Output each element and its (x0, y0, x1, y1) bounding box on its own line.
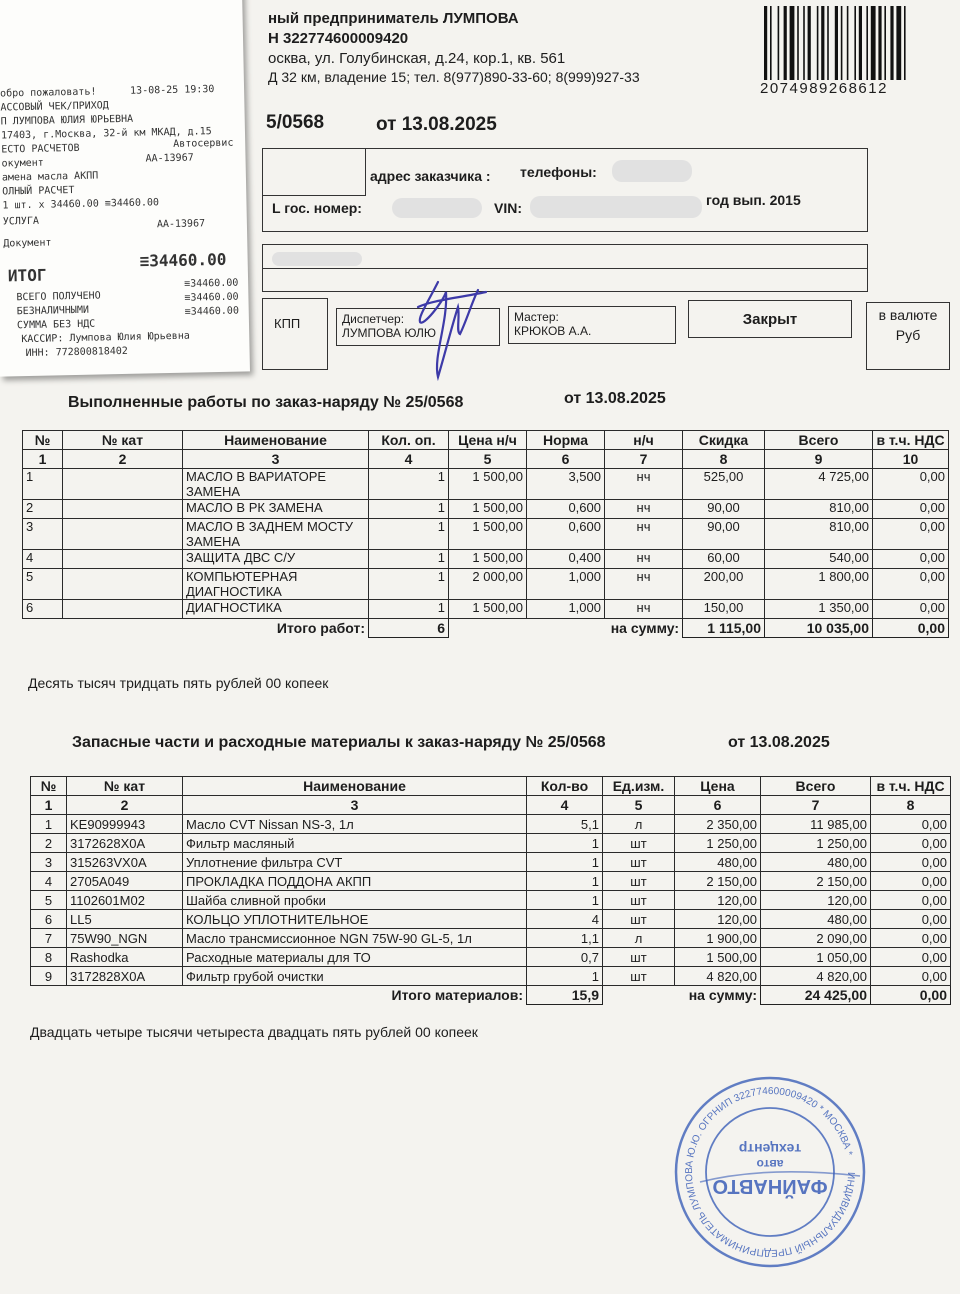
works-cell-kat (63, 569, 183, 600)
works-cell-qty: 1 (369, 500, 449, 519)
works-number-cell: 9 (765, 450, 873, 469)
works-header-cell: н/ч (605, 431, 683, 450)
parts-cell-n: 6 (31, 910, 67, 929)
parts-cell-price: 1 250,00 (675, 834, 761, 853)
works-cell-disc: 60,00 (683, 550, 765, 569)
parts-table (30, 776, 951, 1005)
barcode-bar (827, 6, 829, 80)
barcode-bar (871, 6, 876, 80)
parts-total-label: Итого материалов: (31, 986, 527, 1005)
stamp-sub2: техцентр (738, 1141, 802, 1157)
parts-cell-kat: 315263VX0A (67, 853, 183, 872)
parts-cell-qty: 0,7 (527, 948, 603, 967)
works-cell-name: ЗАЩИТА ДВС С/У (183, 550, 369, 569)
works-number-row (23, 450, 949, 469)
parts-table-row (31, 910, 951, 929)
works-total-label: Итого работ: (23, 619, 369, 638)
left-cut-box (262, 298, 328, 370)
parts-cell-name: Фильтр масляный (183, 834, 527, 853)
parts-cell-nds: 0,00 (871, 872, 951, 891)
barcode-bar (770, 6, 772, 80)
works-cell-price: 1 500,00 (449, 519, 527, 550)
works-cell-n: 1 (23, 469, 63, 500)
stamp-sub1: авто (756, 1157, 784, 1171)
receipt-received-value: ≡34460.00 (184, 277, 239, 290)
receipt-doc2: Документ (3, 237, 52, 250)
parts-cell-total: 4 820,00 (761, 967, 871, 986)
parts-cell-n: 1 (31, 815, 67, 834)
receipt-cashless-label: БЕЗНАЛИЧНЫМИ (16, 304, 90, 318)
parts-cell-nds: 0,00 (871, 948, 951, 967)
parts-total-qty: 15,9 (527, 986, 603, 1005)
parts-header-cell: Ед.изм. (603, 777, 675, 796)
parts-cell-total: 120,00 (761, 891, 871, 910)
works-header-cell: № кат (63, 431, 183, 450)
works-table-row (23, 600, 949, 619)
works-table-row (23, 519, 949, 550)
works-number-cell: 3 (183, 450, 369, 469)
barcode-number: 2074989268612 (760, 80, 888, 97)
works-cell-unit: нч (605, 600, 683, 619)
parts-cell-total: 480,00 (761, 910, 871, 929)
works-cell-kat (63, 600, 183, 619)
works-header-cell: Наименование (183, 431, 369, 450)
company-ogrn: Н 322774600009420 (268, 30, 409, 47)
works-header-cell: Цена н/ч (449, 431, 527, 450)
works-cell-qty: 1 (369, 469, 449, 500)
parts-cell-nds: 0,00 (871, 967, 951, 986)
parts-cell-price: 480,00 (675, 853, 761, 872)
barcode (764, 6, 934, 80)
phones-label: телефоны: (520, 164, 597, 180)
parts-header-row (31, 777, 951, 796)
works-table (22, 430, 949, 638)
receipt-item: амена масла АКПП (1, 170, 99, 184)
parts-cell-unit: шт (603, 834, 675, 853)
parts-cell-qty: 1 (527, 853, 603, 872)
parts-header-cell: № кат (67, 777, 183, 796)
parts-cell-kat: 3172828X0A (67, 967, 183, 986)
works-number-cell: 2 (63, 450, 183, 469)
receipt-received-label: ВСЕГО ПОЛУЧЕНО (16, 290, 101, 304)
parts-table-row (31, 834, 951, 853)
parts-cell-qty: 5,1 (527, 815, 603, 834)
order-date: от 13.08.2025 (376, 114, 497, 135)
company-address: осква, ул. Голубинская, д.24, кор.1, кв. 561 (268, 50, 566, 67)
parts-header-cell: Цена (675, 777, 761, 796)
works-total-sum: 10 035,00 (765, 619, 873, 638)
parts-cell-name: Уплотнение фильтра CVT (183, 853, 527, 872)
parts-number-cell: 7 (761, 796, 871, 815)
parts-cell-n: 8 (31, 948, 67, 967)
parts-cell-kat: Rashodka (67, 948, 183, 967)
works-total-vat: 0,00 (873, 619, 949, 638)
master-value: КРЮКОВ А.А. (514, 324, 592, 338)
works-table-row (23, 550, 949, 569)
parts-cell-n: 5 (31, 891, 67, 910)
stamp-brand: ФАЙНАВТО (712, 1175, 828, 1197)
redacted-vin (530, 196, 702, 218)
works-cell-price: 1 500,00 (449, 600, 527, 619)
barcode-bar (808, 6, 811, 80)
parts-table-row (31, 948, 951, 967)
receipt-address: 17403, г.Москва, 32-й км МКАД, д.15 (0, 126, 212, 142)
receipt-item-qty: 1 шт. х 34460.00 ≡34460.00 (2, 197, 160, 212)
barcode-bar (817, 6, 819, 80)
receipt-type: АССОВЫЙ ЧЕК/ПРИХОД (0, 100, 109, 114)
parts-title: Запасные части и расходные материалы к заказ-наряду № 25/0568 (72, 734, 606, 751)
parts-cell-qty: 4 (527, 910, 603, 929)
works-cell-qty: 1 (369, 519, 449, 550)
works-cell-nds: 0,00 (873, 600, 949, 619)
barcode-bar (859, 6, 862, 80)
works-cell-unit: нч (605, 469, 683, 500)
works-cell-disc: 150,00 (683, 600, 765, 619)
works-header-cell: в т.ч. НДС (873, 431, 949, 450)
extra-box-divider (262, 268, 868, 269)
receipt-total-value: ≡34460.00 (139, 249, 227, 271)
works-total-in-words: Десять тысяч тридцать пять рублей 00 копеек (28, 675, 329, 691)
parts-cell-name: Фильтр грубой очистки (183, 967, 527, 986)
status-box (688, 300, 852, 338)
works-cell-name: МАСЛО В РК ЗАМЕНА (183, 500, 369, 519)
parts-cell-nds: 0,00 (871, 815, 951, 834)
parts-cell-name: Масло CVT Nissan NS-3, 1л (183, 815, 527, 834)
works-header-cell: Кол. оп. (369, 431, 449, 450)
vin-label: VIN: (494, 200, 522, 216)
parts-cell-total: 1 250,00 (761, 834, 871, 853)
parts-cell-nds: 0,00 (871, 853, 951, 872)
works-cell-nds: 0,00 (873, 519, 949, 550)
receipt-no-vat-value: ≡34460.00 (184, 305, 240, 318)
master-box (508, 306, 676, 344)
barcode-bar (790, 6, 795, 80)
barcode-bar (904, 6, 906, 80)
parts-table-row (31, 853, 951, 872)
barcode-bar (821, 6, 824, 80)
barcode-bar (764, 6, 767, 80)
parts-cell-n: 3 (31, 853, 67, 872)
barcode-bar (784, 6, 787, 80)
barcode-bar (835, 6, 838, 80)
works-header-cell: Норма (527, 431, 605, 450)
parts-number-cell: 4 (527, 796, 603, 815)
signature-image (398, 262, 493, 387)
works-cell-qty: 1 (369, 600, 449, 619)
parts-cell-qty: 1,1 (527, 929, 603, 948)
parts-cell-qty: 1 (527, 834, 603, 853)
works-cell-nds: 0,00 (873, 569, 949, 600)
works-header-cell: Всего (765, 431, 873, 450)
redacted-extra (272, 252, 362, 266)
works-title: Выполненные работы по заказ-наряду № 25/0568 (68, 394, 464, 411)
parts-header-cell: № (31, 777, 67, 796)
parts-header-cell: Всего (761, 777, 871, 796)
parts-cell-unit: л (603, 929, 675, 948)
dispatcher-label: Диспетчер: (342, 312, 405, 326)
parts-header-cell: в т.ч. НДС (871, 777, 951, 796)
works-cell-unit: нч (605, 500, 683, 519)
parts-cell-n: 9 (31, 967, 67, 986)
receipt-seller: П ЛУМПОВА ЮЛИЯ ЮРЬЕВНА (0, 113, 134, 128)
works-table-row (23, 500, 949, 519)
barcode-bar (803, 6, 805, 80)
works-total-row (23, 619, 949, 638)
parts-number-row (31, 796, 951, 815)
company-stamp (670, 1072, 870, 1272)
works-date: от 13.08.2025 (564, 390, 666, 407)
works-number-cell: 7 (605, 450, 683, 469)
works-cell-n: 4 (23, 550, 63, 569)
parts-cell-name: Шайба сливной пробки (183, 891, 527, 910)
parts-header-cell: Кол-во (527, 777, 603, 796)
parts-cell-name: КОЛЬЦО УПЛОТНИТЕЛЬНОЕ (183, 910, 527, 929)
parts-cell-total: 11 985,00 (761, 815, 871, 834)
parts-table-row (31, 815, 951, 834)
address-label: адрес заказчика : (370, 168, 491, 184)
parts-cell-unit: шт (603, 948, 675, 967)
parts-cell-nds: 0,00 (871, 910, 951, 929)
works-cell-price: 1 500,00 (449, 550, 527, 569)
parts-cell-n: 7 (31, 929, 67, 948)
barcode-bar (841, 6, 843, 80)
parts-cell-kat: KE90999943 (67, 815, 183, 834)
parts-cell-kat: LL5 (67, 910, 183, 929)
parts-number-cell: 6 (675, 796, 761, 815)
parts-cell-price: 120,00 (675, 910, 761, 929)
works-cell-nds: 0,00 (873, 500, 949, 519)
parts-cell-name: ПРОКЛАДКА ПОДДОНА АКПП (183, 872, 527, 891)
parts-cell-price: 1 500,00 (675, 948, 761, 967)
works-cell-norm: 0,600 (527, 519, 605, 550)
works-cell-name: МАСЛО В ЗАДНЕМ МОСТУ ЗАМЕНА (183, 519, 369, 550)
works-total-discount: 1 115,00 (683, 619, 765, 638)
works-cell-disc: 525,00 (683, 469, 765, 500)
works-cell-total: 810,00 (765, 519, 873, 550)
barcode-bar (890, 6, 893, 80)
works-cell-total: 1 800,00 (765, 569, 873, 600)
parts-number-cell: 5 (603, 796, 675, 815)
receipt-place-value: Автосервис (173, 137, 234, 150)
receipt-no-vat-label: СУММА БЕЗ НДС (16, 318, 96, 332)
order-number: 5/0568 (266, 112, 325, 133)
parts-cell-total: 2 090,00 (761, 929, 871, 948)
parts-cell-unit: л (603, 815, 675, 834)
parts-cell-nds: 0,00 (871, 929, 951, 948)
redacted-gos (392, 198, 482, 218)
cash-receipt (0, 0, 250, 377)
works-number-cell: 10 (873, 450, 949, 469)
works-cell-total: 540,00 (765, 550, 873, 569)
receipt-welcome: обро пожаловать! (0, 86, 97, 100)
parts-cell-qty: 1 (527, 967, 603, 986)
barcode-bar (778, 6, 780, 80)
parts-total-in-words: Двадцать четыре тысячи четыреста двадцать пять рублей 00 копеек (30, 1024, 478, 1040)
works-cell-kat (63, 469, 183, 500)
works-cell-n: 5 (23, 569, 63, 600)
parts-cell-total: 2 150,00 (761, 872, 871, 891)
works-table-row (23, 469, 949, 500)
works-table-row (23, 569, 949, 600)
barcode-bar (896, 6, 901, 80)
works-header-row (23, 431, 949, 450)
barcode-bar (854, 6, 856, 80)
parts-cell-name: Расходные материалы для ТО (183, 948, 527, 967)
works-cell-norm: 0,600 (527, 500, 605, 519)
parts-cell-price: 4 820,00 (675, 967, 761, 986)
receipt-service-label: УСЛУГА (2, 215, 40, 228)
works-cell-name: МАСЛО В ВАРИАТОРЕ ЗАМЕНА (183, 469, 369, 500)
dispatcher-value: ЛУМПОВА ЮЛЮ (342, 326, 436, 340)
works-cell-price: 1 500,00 (449, 500, 527, 519)
left-cut-text: КПП (274, 316, 301, 331)
receipt-service-doc: АА-13967 (156, 218, 206, 231)
works-cell-qty: 1 (369, 569, 449, 600)
works-cell-total: 4 725,00 (765, 469, 873, 500)
parts-header-cell: Наименование (183, 777, 527, 796)
works-cell-norm: 1,000 (527, 569, 605, 600)
receipt-datetime: 13-08-25 19:30 (129, 84, 215, 97)
parts-cell-kat: 2705A049 (67, 872, 183, 891)
receipt-inn: ИНН: 772800818402 (25, 345, 129, 360)
parts-number-cell: 2 (67, 796, 183, 815)
works-cell-n: 3 (23, 519, 63, 550)
parts-table-row (31, 967, 951, 986)
works-cell-norm: 1,000 (527, 600, 605, 619)
parts-cell-name: Масло трансмиссионное NGN 75W-90 GL-5, 1л (183, 929, 527, 948)
barcode-bar (866, 6, 868, 80)
parts-cell-price: 120,00 (675, 891, 761, 910)
parts-total-sum: 24 425,00 (761, 986, 871, 1005)
parts-table-row (31, 891, 951, 910)
gos-label: L гос. номер: (272, 200, 362, 216)
works-cell-unit: нч (605, 519, 683, 550)
parts-cell-unit: шт (603, 872, 675, 891)
customer-box-cell (262, 148, 366, 196)
works-number-cell: 4 (369, 450, 449, 469)
currency-value: Руб (895, 327, 921, 343)
parts-table-row (31, 872, 951, 891)
works-cell-disc: 90,00 (683, 500, 765, 519)
works-sum-label: на сумму: (449, 619, 683, 638)
status-value: Закрыт (742, 311, 798, 328)
parts-sum-label: на сумму: (603, 986, 761, 1005)
works-cell-nds: 0,00 (873, 550, 949, 569)
parts-total-vat: 0,00 (871, 986, 951, 1005)
parts-cell-kat: 75W90_NGN (67, 929, 183, 948)
works-cell-n: 2 (23, 500, 63, 519)
master-label: Мастер: (514, 310, 559, 324)
works-number-cell: 1 (23, 450, 63, 469)
works-cell-total: 810,00 (765, 500, 873, 519)
parts-cell-kat: 3172628X0A (67, 834, 183, 853)
barcode-bar (847, 6, 849, 80)
parts-number-cell: 8 (871, 796, 951, 815)
parts-cell-kat: 1102601M02 (67, 891, 183, 910)
parts-cell-n: 2 (31, 834, 67, 853)
parts-cell-total: 1 050,00 (761, 948, 871, 967)
parts-number-cell: 1 (31, 796, 67, 815)
parts-cell-qty: 1 (527, 872, 603, 891)
works-cell-qty: 1 (369, 550, 449, 569)
works-cell-name: КОМПЬЮТЕРНАЯ ДИАГНОСТИКА (183, 569, 369, 600)
works-cell-nds: 0,00 (873, 469, 949, 500)
receipt-cashier: КАССИР: Лумпова Юлия Юрьевна (21, 330, 190, 346)
currency-box (866, 302, 950, 370)
parts-cell-total: 480,00 (761, 853, 871, 872)
works-cell-unit: нч (605, 569, 683, 600)
receipt-place-label: ЕСТО РАСЧЕТОВ (1, 142, 80, 156)
stamp-ring-text: ИНДИВИДУАЛЬНЫЙ ПРЕДПРИНИМАТЕЛЬ ЛУМПОВА Ю.Ю. ОГРНИП 322774600009420 * МОСКВА * (683, 1085, 857, 1259)
works-cell-unit: нч (605, 550, 683, 569)
company-phones: Д 32 км, владение 15; тел. 8(977)890-33-60; 8(999)927-33 (268, 69, 640, 85)
works-cell-name: ДИАГНОСТИКА (183, 600, 369, 619)
works-cell-total: 1 350,00 (765, 600, 873, 619)
parts-cell-unit: шт (603, 910, 675, 929)
receipt-doc-value: АА-13967 (145, 152, 194, 165)
barcode-bar (797, 6, 799, 80)
parts-cell-unit: шт (603, 891, 675, 910)
parts-cell-price: 2 150,00 (675, 872, 761, 891)
parts-cell-nds: 0,00 (871, 891, 951, 910)
receipt-total-label: ИТОГ (7, 265, 47, 286)
parts-cell-price: 2 350,00 (675, 815, 761, 834)
works-cell-norm: 0,400 (527, 550, 605, 569)
barcode-bar (878, 6, 881, 80)
works-cell-kat (63, 550, 183, 569)
works-total-qty: 6 (369, 619, 449, 638)
works-cell-kat (63, 500, 183, 519)
parts-cell-qty: 1 (527, 891, 603, 910)
parts-table-row (31, 929, 951, 948)
works-header-cell: № (23, 431, 63, 450)
works-cell-n: 6 (23, 600, 63, 619)
redacted-phone (612, 160, 692, 182)
works-cell-price: 2 000,00 (449, 569, 527, 600)
year-label: год вып. 2015 (706, 192, 801, 208)
parts-cell-unit: шт (603, 853, 675, 872)
parts-date: от 13.08.2025 (728, 734, 830, 751)
parts-total-row (31, 986, 951, 1005)
works-number-cell: 8 (683, 450, 765, 469)
barcode-bar (884, 6, 886, 80)
works-cell-disc: 90,00 (683, 519, 765, 550)
parts-cell-price: 1 900,00 (675, 929, 761, 948)
works-cell-price: 1 500,00 (449, 469, 527, 500)
works-header-cell: Скидка (683, 431, 765, 450)
parts-cell-n: 4 (31, 872, 67, 891)
company-name: ный предприниматель ЛУМПОВА (268, 10, 519, 27)
works-cell-disc: 200,00 (683, 569, 765, 600)
works-cell-kat (63, 519, 183, 550)
currency-label: в валюте (878, 307, 938, 323)
works-number-cell: 5 (449, 450, 527, 469)
receipt-doc-label: окумент (1, 157, 44, 170)
parts-cell-unit: шт (603, 967, 675, 986)
receipt-cashless-value: ≡34460.00 (184, 291, 239, 304)
receipt-payment-type: ОЛНЫЙ РАСЧЕТ (2, 184, 75, 198)
parts-number-cell: 3 (183, 796, 527, 815)
works-number-cell: 6 (527, 450, 605, 469)
works-cell-norm: 3,500 (527, 469, 605, 500)
parts-cell-nds: 0,00 (871, 834, 951, 853)
